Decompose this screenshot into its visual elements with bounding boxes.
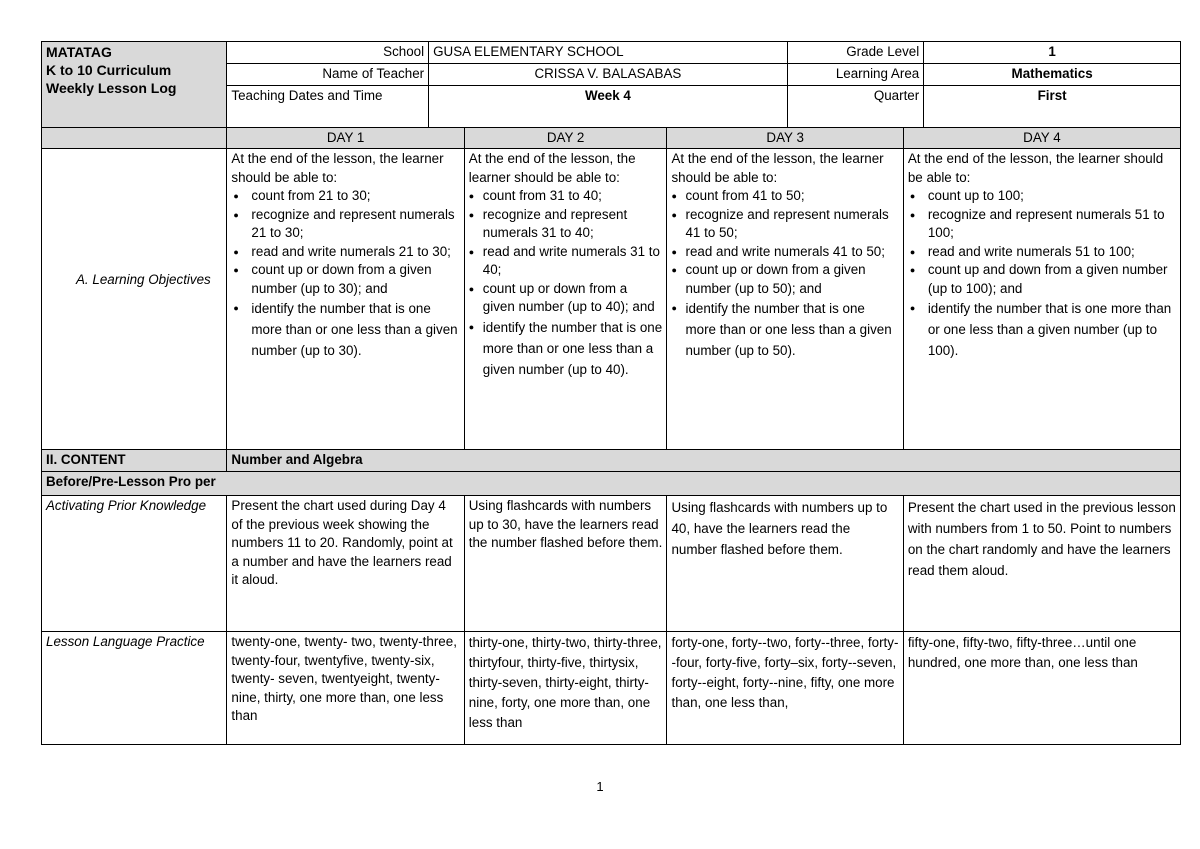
grade-level-value: 1 [924, 42, 1181, 64]
activating-day-1: Present the chart used during Day 4 of the previous week showing the numbers 11 to 20. Randomly, point at a number and have the learners read it aloud. [227, 496, 464, 632]
objective-item: ● identify the number that is one more than or one less than a given number (up to 40). [469, 317, 663, 380]
objective-item: ● count from 41 to 50; [671, 187, 898, 206]
objectives-day-4 [903, 149, 1180, 450]
objective-item: ● read and write numerals 51 to 100; [908, 243, 1176, 262]
objective-item: ● count up or down from a given number (up to 40); and [469, 280, 663, 317]
teaching-dates-value: Week 4 [429, 85, 788, 127]
objective-item: ● identify the number that is one more than or one less than a given number (up to 100). [908, 298, 1176, 361]
objective-item: ● count up or down from a given number (up to 50); and [671, 261, 898, 298]
objectives-intro: At the end of the lesson, the learner should be able to: [907, 151, 1164, 185]
teacher-label: Name of Teacher [227, 64, 429, 86]
language-day-3: forty-one, forty--two, forty--three, forty--four, forty-five, forty–six, forty--seven, forty--eight, forty--nine, fifty, one more than, one less than, [667, 632, 903, 745]
objectives-day-1 [227, 149, 464, 450]
weekly-lesson-log-table [41, 41, 1181, 745]
objective-item: ● recognize and represent numerals 31 to 40; [469, 206, 663, 243]
objective-item: ● count up or down from a given number (up to 30); and [231, 261, 459, 298]
objective-item: ● read and write numerals 21 to 30; [231, 243, 459, 262]
log-title: MATATAG K to 10 Curriculum Weekly Lesson Log [42, 42, 227, 128]
school-label: School [227, 42, 429, 64]
quarter-label: Quarter [787, 85, 924, 127]
activating-prior-knowledge-label: Activating Prior Knowledge [42, 496, 227, 632]
objectives-intro: At the end of the lesson, the learner should be able to: [468, 151, 636, 185]
objective-item: ● recognize and represent numerals 41 to 50; [671, 206, 898, 243]
day-2-header: DAY 2 [464, 127, 667, 149]
language-day-1: twenty-one, twenty- two, twenty-three, twenty-four, twentyfive, twenty-six, twenty- seven, twentyeight, twenty- nine, thirty, one more than, one less than [227, 632, 464, 745]
objective-item: ● recognize and represent numerals 51 to 100; [908, 206, 1176, 243]
activating-day-2: Using flashcards with numbers up to 30, have the learners read the number flashed before them. [464, 496, 667, 632]
teaching-dates-label: Teaching Dates and Time [227, 85, 429, 127]
learning-area-label: Learning Area [787, 64, 924, 86]
language-day-2: thirty-one, thirty-two, thirty-three, thirtyfour, thirty-five, thirtysix, thirty-seven, thirty-eight, thirty-nine, forty, one more than, one less than [464, 632, 667, 745]
content-label: II. CONTENT [42, 450, 227, 472]
objective-item: ● recognize and represent numerals 21 to 30; [231, 206, 459, 243]
day-header-blank [42, 127, 227, 149]
page-number: 1 [596, 779, 604, 794]
objective-item: ● count up and down from a given number (up to 100); and [908, 261, 1176, 298]
objectives-day-2 [464, 149, 667, 450]
school-value: GUSA ELEMENTARY SCHOOL [429, 42, 788, 64]
objective-item: ● identify the number that is one more than or one less than a given number (up to 30). [231, 298, 459, 361]
day-1-header: DAY 1 [227, 127, 464, 149]
language-day-4: fifty-one, fifty-two, fifty-three…until one hundred, one more than, one less than [903, 632, 1180, 745]
objective-item: ● identify the number that is one more than or one less than a given number (up to 50). [671, 298, 898, 361]
quarter-value: First [924, 85, 1181, 127]
activating-day-4: Present the chart used in the previous lesson with numbers from 1 to 50. Point to numbers on the chart randomly and have the learners read them aloud. [903, 496, 1180, 632]
learning-objectives-label: A. Learning Objectives [42, 149, 227, 450]
objective-item: ● count from 31 to 40; [469, 187, 663, 206]
objectives-intro: At the end of the lesson, the learner should be able to: [671, 151, 884, 185]
day-3-header: DAY 3 [667, 127, 903, 149]
activating-day-3: Using flashcards with numbers up to 40, have the learners read the number flashed before them. [667, 496, 903, 632]
objectives-day-3 [667, 149, 903, 450]
day-4-header: DAY 4 [903, 127, 1180, 149]
objectives-intro: At the end of the lesson, the learner should be able to: [231, 151, 444, 185]
objective-item: ● read and write numerals 41 to 50; [671, 243, 898, 262]
objective-item: ● count from 21 to 30; [231, 187, 459, 206]
learning-area-value: Mathematics [924, 64, 1181, 86]
objective-item: ● read and write numerals 31 to 40; [469, 243, 663, 280]
grade-level-label: Grade Level [787, 42, 924, 64]
lesson-language-practice-label: Lesson Language Practice [42, 632, 227, 745]
teacher-value: CRISSA V. BALASABAS [429, 64, 788, 86]
objective-item: ● count up to 100; [908, 187, 1176, 206]
content-value: Number and Algebra [227, 450, 1181, 472]
pre-lesson-label: Before/Pre-Lesson Pro per [42, 472, 1181, 496]
